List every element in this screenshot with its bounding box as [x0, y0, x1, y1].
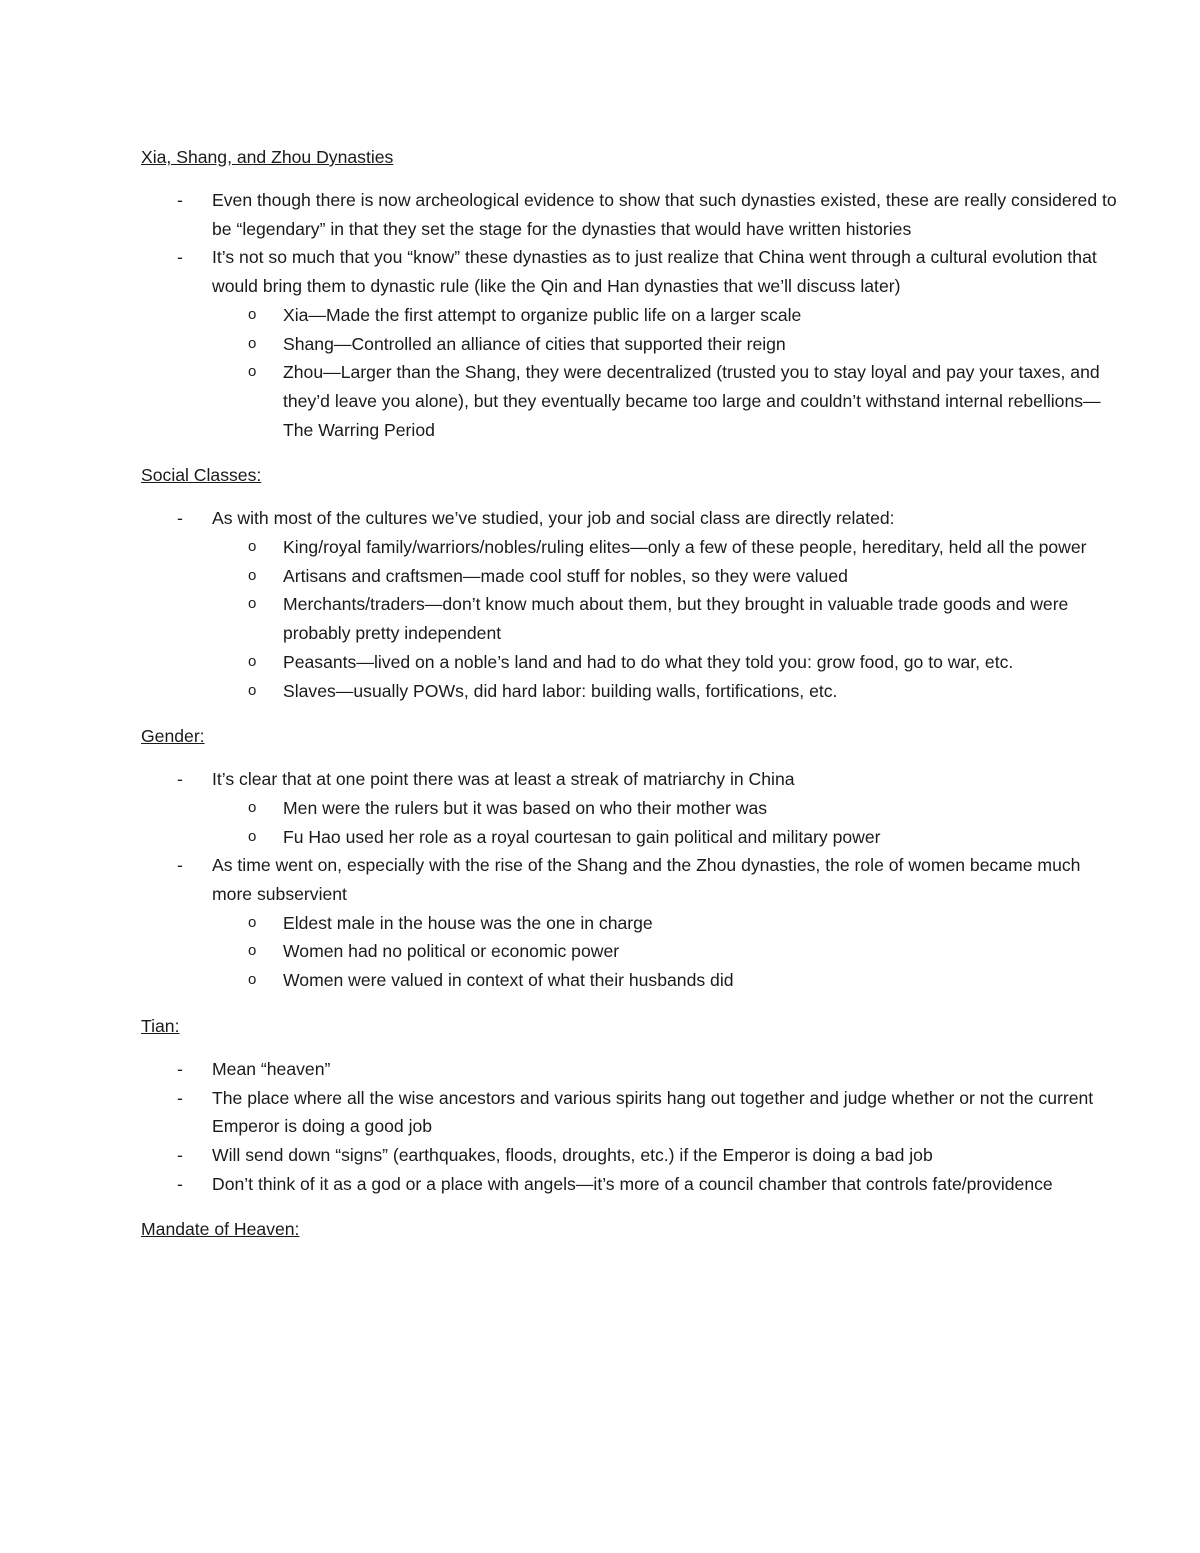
circle-bullet-icon: o — [248, 681, 257, 699]
circle-bullet-icon: o — [248, 305, 257, 323]
dash-bullet-icon: - — [177, 769, 183, 790]
section-heading: Mandate of Heaven: — [141, 1219, 300, 1240]
list-item — [141, 1170, 1120, 1199]
sub-list-item — [212, 909, 1120, 938]
section-heading: Tian: — [141, 1015, 180, 1036]
circle-bullet-icon: o — [248, 334, 257, 352]
sub-bullet-list — [212, 794, 1120, 851]
list-item-text: Don’t think of it as a god or a place with angels—it’s more of a council chamber that controls fate/providence — [212, 1173, 1053, 1194]
list-item-text: Will send down “signs” (earthquakes, floods, droughts, etc.) if the Emperor is doing a bad job — [212, 1144, 933, 1165]
dash-bullet-icon: - — [177, 1144, 183, 1165]
section — [141, 722, 1120, 995]
list-item — [141, 851, 1120, 908]
sub-list-item-text: King/royal family/warriors/nobles/ruling elites—only a few of these people, hereditary, held all the power — [283, 537, 1087, 558]
sub-list-item-text: Merchants/traders—don’t know much about them, but they brought in valuable trade goods and were probably pretty independent — [283, 594, 1069, 644]
sub-list-item-text: Xia—Made the first attempt to organize public life on a larger scale — [283, 304, 802, 325]
list-item-text: As time went on, especially with the rise of the Shang and the Zhou dynasties, the role of women became much more subservient — [212, 855, 1081, 905]
sub-list-item — [212, 794, 1120, 823]
sub-list-item — [212, 823, 1120, 852]
sub-list-item — [212, 677, 1120, 706]
sub-bullet-list — [212, 909, 1120, 995]
sub-list-item-text: Women were valued in context of what their husbands did — [283, 970, 734, 991]
section — [141, 1012, 1120, 1199]
list-item — [141, 1055, 1120, 1084]
sub-bullet-list — [212, 533, 1120, 705]
dash-bullet-icon: - — [177, 855, 183, 876]
sub-list-item — [212, 562, 1120, 591]
sub-list-item — [212, 533, 1120, 562]
sub-list-item — [212, 937, 1120, 966]
sub-list-item-text: Women had no political or economic power — [283, 941, 620, 962]
sub-bullet-list — [212, 301, 1120, 445]
sub-list-container — [141, 909, 1120, 995]
sub-list-container — [141, 794, 1120, 851]
bullet-list — [141, 765, 1120, 995]
section-heading: Xia, Shang, and Zhou Dynasties — [141, 147, 394, 167]
sub-list-item — [212, 590, 1120, 647]
section — [141, 461, 1120, 705]
list-item — [141, 186, 1120, 243]
circle-bullet-icon: o — [248, 363, 257, 381]
list-item — [141, 1084, 1120, 1141]
circle-bullet-icon: o — [248, 566, 257, 584]
list-item-text: Mean “heaven” — [212, 1058, 331, 1079]
list-item-text: It’s clear that at one point there was at least a streak of matriarchy in China — [212, 769, 795, 790]
dash-bullet-icon: - — [177, 247, 183, 268]
sub-list-item-text: Shang—Controlled an alliance of cities that supported their reign — [283, 333, 786, 354]
section — [141, 143, 1120, 444]
section — [141, 1215, 1120, 1244]
dash-bullet-icon: - — [177, 508, 183, 529]
sub-list-item — [212, 358, 1120, 444]
circle-bullet-icon: o — [248, 652, 257, 670]
dash-bullet-icon: - — [177, 190, 183, 210]
sub-list-container — [141, 301, 1120, 445]
list-item — [141, 243, 1120, 300]
list-item-text: It’s not so much that you “know” these dynasties as to just realize that China went through a cultural evolution that would bring them to dynastic rule (like the Qin and Han dynasties that we’ll discuss later) — [212, 247, 1097, 297]
circle-bullet-icon: o — [248, 971, 257, 989]
dash-bullet-icon: - — [177, 1173, 183, 1194]
sub-list-container — [141, 533, 1120, 705]
list-item — [141, 765, 1120, 794]
sub-list-item-text: Artisans and craftsmen—made cool stuff for nobles, so they were valued — [283, 565, 848, 586]
circle-bullet-icon: o — [248, 798, 257, 816]
sub-list-item-text: Peasants—lived on a noble’s land and had to do what they told you: grow food, go to war, etc. — [283, 651, 1014, 672]
sub-list-item — [212, 648, 1120, 677]
dash-bullet-icon: - — [177, 1058, 183, 1079]
section-heading: Social Classes: — [141, 465, 262, 486]
circle-bullet-icon: o — [248, 942, 257, 960]
sub-list-item-text: Men were the rulers but it was based on who their mother was — [283, 797, 768, 818]
list-item-text: As with most of the cultures we’ve studied, your job and social class are directly related: — [212, 508, 895, 529]
sub-list-item-text: Eldest male in the house was the one in charge — [283, 912, 653, 933]
circle-bullet-icon: o — [248, 595, 257, 613]
list-item — [141, 1141, 1120, 1170]
list-item-text: The place where all the wise ancestors and various spirits hang out together and judge whether or not the current Emperor is doing a good job — [212, 1087, 1094, 1137]
circle-bullet-icon: o — [248, 538, 257, 556]
bullet-list — [141, 1055, 1120, 1199]
sub-list-item-text: Slaves—usually POWs, did hard labor: building walls, fortifications, etc. — [283, 680, 838, 701]
sub-list-item — [212, 966, 1120, 995]
sub-list-item — [212, 330, 1120, 359]
section-heading: Gender: — [141, 726, 205, 747]
list-item — [141, 504, 1120, 533]
circle-bullet-icon: o — [248, 827, 257, 845]
list-item-text: Even though there is now archeological evidence to show that such dynasties existed, these are really considered to be “legendary” in that they set the stage for the dynasties that would have written histories — [212, 190, 1117, 239]
sub-list-item — [212, 301, 1120, 330]
bullet-list — [141, 504, 1120, 705]
sub-list-item-text: Zhou—Larger than the Shang, they were decentralized (trusted you to stay loyal and pay your taxes, and they’d leave you alone), but they eventually became too large and couldn’t withstand internal rebellions—The Warring Period — [283, 362, 1101, 440]
circle-bullet-icon: o — [248, 913, 257, 931]
sub-list-item-text: Fu Hao used her role as a royal courtesan to gain political and military power — [283, 826, 881, 847]
bullet-list — [141, 186, 1120, 444]
dash-bullet-icon: - — [177, 1087, 183, 1108]
